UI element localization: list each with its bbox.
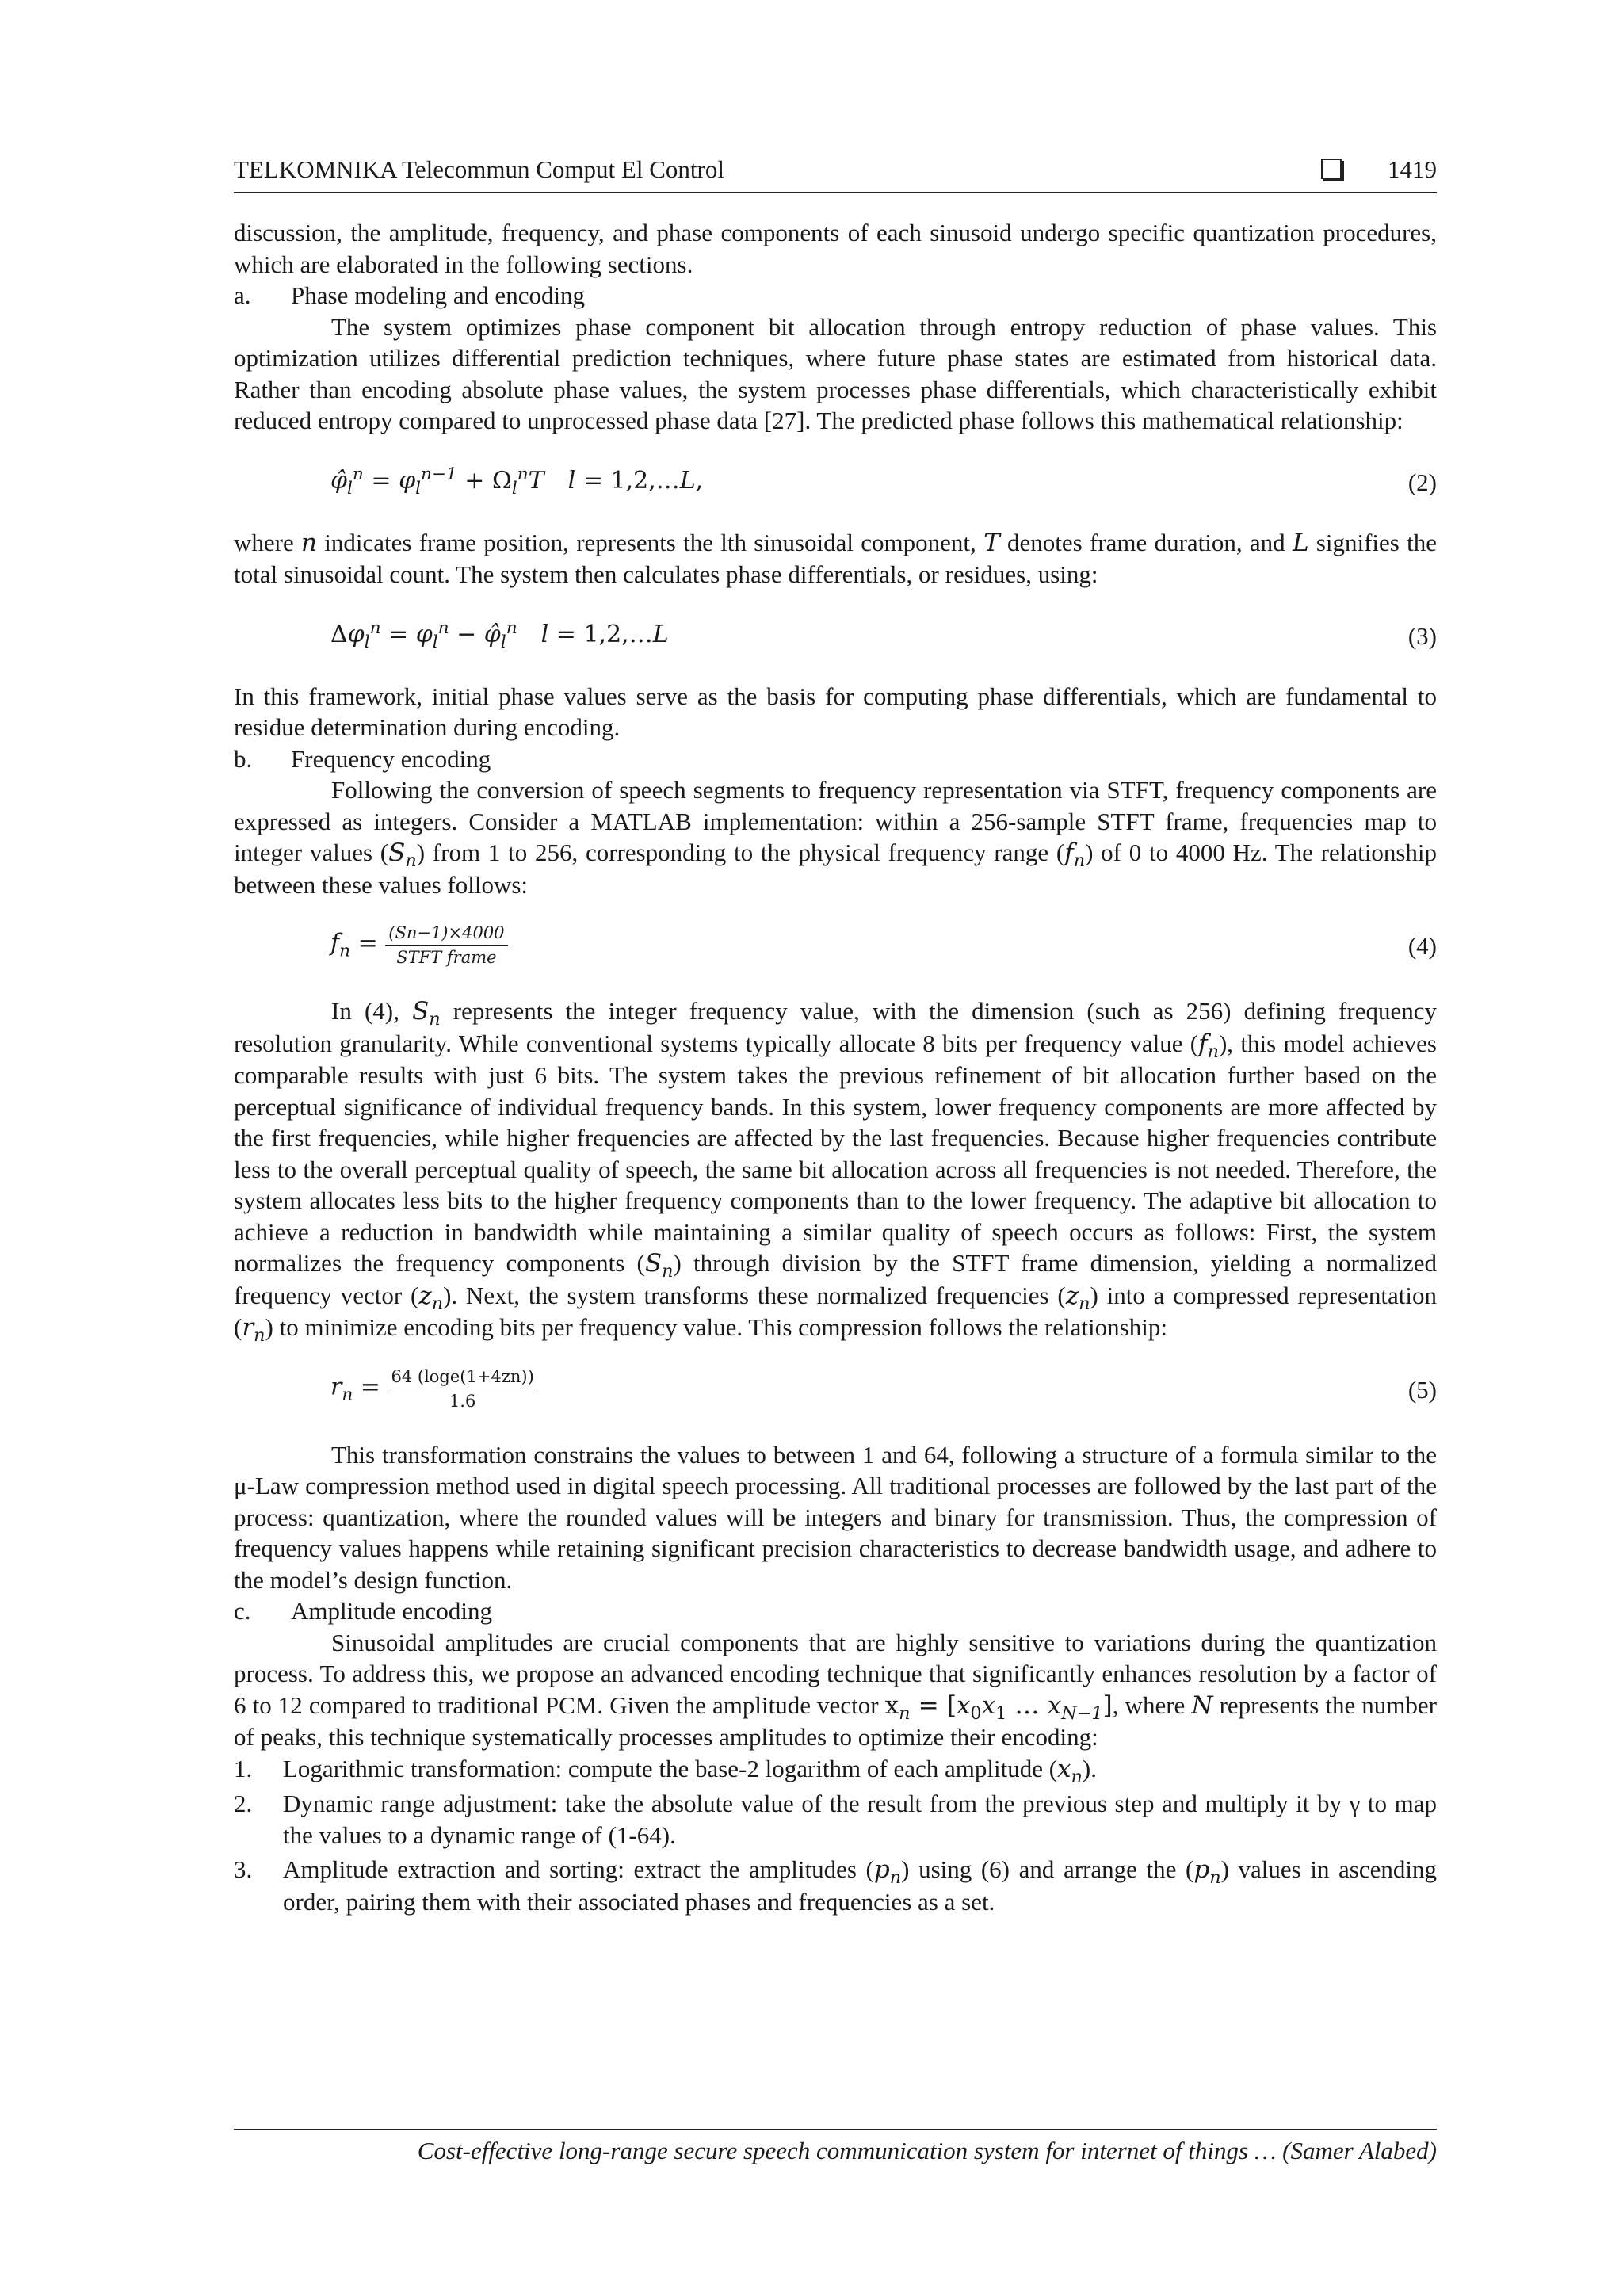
text-run: ) of 0 to 4000 Hz. The relationship between these values follows: [234, 839, 1438, 899]
math-symbol: n [301, 528, 317, 557]
square-bullet-icon [1321, 159, 1342, 179]
fraction [388, 1366, 537, 1412]
paragraph [234, 527, 1437, 590]
list-item [234, 1788, 1437, 1851]
text-run: represents the number of peaks, this technique systematically processes amplitudes to optimize their encoding: [234, 1690, 1437, 1751]
math-symbol: T [983, 528, 1000, 557]
text-run: ). [1082, 1754, 1097, 1782]
fraction-denominator: STFT frame [396, 948, 497, 967]
equation-expression: $\Delta\varphi_l^n = \varphi_l^n$ − $\varphî_l^n$ l = 1,2,…L [330, 617, 669, 652]
list-number: 2. [234, 1790, 253, 1817]
journal-title: TELKOMNIKA Telecommun Comput El Control [234, 155, 724, 183]
main-text [234, 217, 1437, 1920]
text-run: signifies the total sinusoidal count. The system then calculates phase differentials, or residues, using: [234, 528, 1438, 588]
text-run: Sinusoidal amplitudes are crucial components that are highly sensitive to variations during the quantization process. To address this, we propose an advanced encoding technique that significantly enhances resolution by a factor of 6 to 12 compared to traditional PCM. Given the amplitude vector [234, 1628, 1437, 1719]
equation-number: (4) [1407, 932, 1437, 960]
paragraph: In this framework, initial phase values serve as the basis for computing phase differentials, which are fundamental to residue determination during encoding. [234, 682, 1437, 741]
section-title: Frequency encoding [291, 744, 491, 773]
running-footer [234, 2129, 1437, 2164]
text-run: represents the integer frequency value, with the dimension (such as 256) defining frequency resolution granularity. While conventional systems typically allocate 8 bits per frequency value ( [234, 997, 1437, 1057]
text-run: Following the conversion of speech segments to frequency representation via STFT, frequency components are expressed as integers. Consider a MATLAB implementation: within a 256-sample STFT frame, frequencies map to integer values ( [234, 776, 1437, 866]
section-label: a. [234, 281, 251, 309]
text-run: In (4), [331, 997, 412, 1025]
text-run: ) through division by the STFT frame dimension, yielding a normalized frequency vector ( [234, 1249, 1437, 1309]
list-number: 3. [234, 1855, 253, 1883]
section-title: Amplitude encoding [291, 1597, 492, 1625]
fraction-numerator: 64 (loge(1+4zn)) [388, 1366, 537, 1389]
footer-citation: Cost-effective long-range secure speech communication system for internet of things … (Samer Alabed) [417, 2137, 1437, 2164]
equation-number: (5) [1407, 1375, 1437, 1404]
paragraph: This transformation constrains the values to between 1 and 64, following a structure of a formula similar to the μ-Law compression method used in digital speech processing. All traditional processes are followed by the last part of the process: quantization, where the rounded values will be integers and binary for transmission. Thus, the compression of frequency values happens while retaining significant precision characteristics to decrease bandwidth usage, and adhere to the model’s design function. [234, 1440, 1437, 1594]
fraction-denominator: 1.6 [449, 1391, 476, 1411]
equation-5 [234, 1355, 1437, 1431]
section-a-heading [234, 280, 1437, 311]
section-c-heading [234, 1595, 1437, 1627]
text-run: ) from 1 to 256, corresponding to the physical frequency range ( [416, 839, 1065, 866]
list-item: 1. Logarithmic transformation: compute the base-2 logarithm of each amplitude $(x_n)$. [234, 1754, 1097, 1787]
equation-2 [234, 448, 1437, 519]
equation-number: (3) [1407, 621, 1437, 650]
text-run: ) into a compressed representation ( [234, 1281, 1437, 1341]
section-b-heading [234, 743, 1437, 775]
list-number: 1. [234, 1754, 253, 1782]
text-run: Logarithmic transformation: compute the base-2 logarithm of each amplitude ( [283, 1754, 1058, 1782]
equation-expression: $\varphî_l^n = \varphi_l^{n-1} + \Omega_l^nT$ l = 1,2,…L, [330, 464, 704, 499]
paragraph: Sinusoidal amplitudes are crucial components that are highly sensitive to variations during the quantization process. To address this, we propose an advanced encoding technique that significantly enhances resolution by a factor of 6 to 12 compared to traditional PCM. Given the amplitude vector $x_n = [x_0x_1$ … $x_{N-1}$], where N represents the number of peaks, this technique systematically processes amplitudes to optimize their encoding: [234, 1628, 1437, 1751]
running-header [234, 155, 1437, 193]
text-run: ) to minimize encoding bits per frequency value. This compression follows the relationship: [265, 1313, 1167, 1341]
text-run: , where [1112, 1690, 1192, 1719]
text-run: ), this model achieves comparable results with just 6 bits. The system takes the previous refinement of bit allocation further based on the perceptual significance of individual frequency bands. In this system, lower frequency components are more affected by the first frequencies, while higher frequencies are affected by the last frequencies. Because higher frequencies contribute less to the overall perceptual quality of speech, the same bit allocation across all frequencies is not needed. Therefore, the system allocates less bits to the higher frequency components than to the lower frequency. The adaptive bit allocation to achieve a reduction in bandwidth while maintaining a similar quality of speech occurs as follows: First, the system normalizes the frequency components ( [234, 1029, 1437, 1277]
page-number: 1419 [1388, 155, 1437, 183]
paragraph: In (4), $S_n$ represents the integer frequency value, with the dimension (such as 256) defining frequency resolution granularity. While conventional systems typically allocate 8 bits per frequency value $(f_n)$, this model achieves comparable results with just 6 bits. The system takes the previous refinement of bit allocation further based on the perceptual significance of individual frequency bands. In this system, lower frequency components are more affected by the first frequencies, while higher frequencies are affected by the last frequencies. Because higher frequencies contribute less to the overall perceptual quality of speech, the same bit allocation across all frequencies is not needed. Therefore, the system allocates less bits to the higher frequency components than to the lower frequency. The adaptive bit allocation to achieve a reduction in bandwidth while maintaining a similar quality of speech occurs as follows: First, the system normalizes the frequency components $(S_n)$ through division by the STFT frame dimension, yielding a normalized frequency vector $(z_n)$. Next, the system transforms these normalized frequencies $(z_n)$ into a compressed representation $(r_n)$ to minimize encoding bits per frequency value. This compression follows the relationship: [234, 997, 1437, 1347]
math-symbol: L [1292, 528, 1309, 557]
equation-expression: $f_n$ = $\frac{(Sn-1)\times 4000}{\text{STFT frame}}$ [330, 923, 508, 968]
section-label: b. [234, 744, 253, 773]
equation-4 [234, 911, 1437, 988]
text-run: ) using (6) and arrange the ( [901, 1855, 1194, 1883]
numbered-list [234, 1753, 1437, 1918]
paragraph: Following the conversion of speech segments to frequency representation via STFT, frequency components are expressed as integers. Consider a MATLAB implementation: within a 256-sample STFT frame, frequencies map to integer values $(S_n)$ from 1 to 256, corresponding to the physical frequency range $(f_n)$ of 0 to 4000 Hz. The relationship between these values follows: [234, 776, 1438, 899]
text-run: Amplitude extraction and sorting: extract the amplitudes ( [283, 1855, 874, 1883]
text-run: Dynamic range adjustment: take the absolute value of the result from the previous step and multiply it by γ to map the values to a dynamic range of (1-64). [283, 1790, 1437, 1849]
equation-3 [234, 602, 1437, 673]
paragraph: The system optimizes phase component bit allocation through entropy reduction of phase values. This optimization utilizes differential prediction techniques, where future phase states are estimated from historical data. Rather than encoding absolute phase values, the system processes phase differentials, which characteristically exhibit reduced entropy compared to unprocessed phase data [27]. The predicted phase follows this mathematical relationship: [234, 312, 1437, 434]
text-run: where [234, 528, 302, 556]
text-run: indicates frame position, represents the lth sinusoidal component, [316, 528, 984, 556]
intro-paragraph: discussion, the amplitude, frequency, and phase components of each sinusoid undergo specific quantization procedures, which are elaborated in the following sections. [234, 219, 1437, 278]
fraction [385, 923, 507, 968]
list-item: 3. Amplitude extraction and sorting: extract the amplitudes $(p_n)$ using (6) and arrange the $(p_n)$ values in ascending order, pairing them with their associated phases and frequencies as a set. [234, 1855, 1438, 1916]
equation-number: (2) [1407, 468, 1437, 496]
text-run: ) values in ascending order, pairing them with their associated phases and frequencies as a set. [283, 1855, 1438, 1916]
fraction-numerator: (Sn−1)×4000 [385, 923, 507, 946]
section-label: c. [234, 1597, 251, 1625]
text-run: denotes frame duration, and [999, 528, 1293, 556]
equation-expression: $r_n$ = $\frac{64 (\log e(1+4zn))}{1.6}$ [330, 1366, 537, 1412]
section-title: Phase modeling and encoding [291, 281, 586, 309]
text-run: ). Next, the system transforms these normalized frequencies ( [443, 1281, 1066, 1309]
